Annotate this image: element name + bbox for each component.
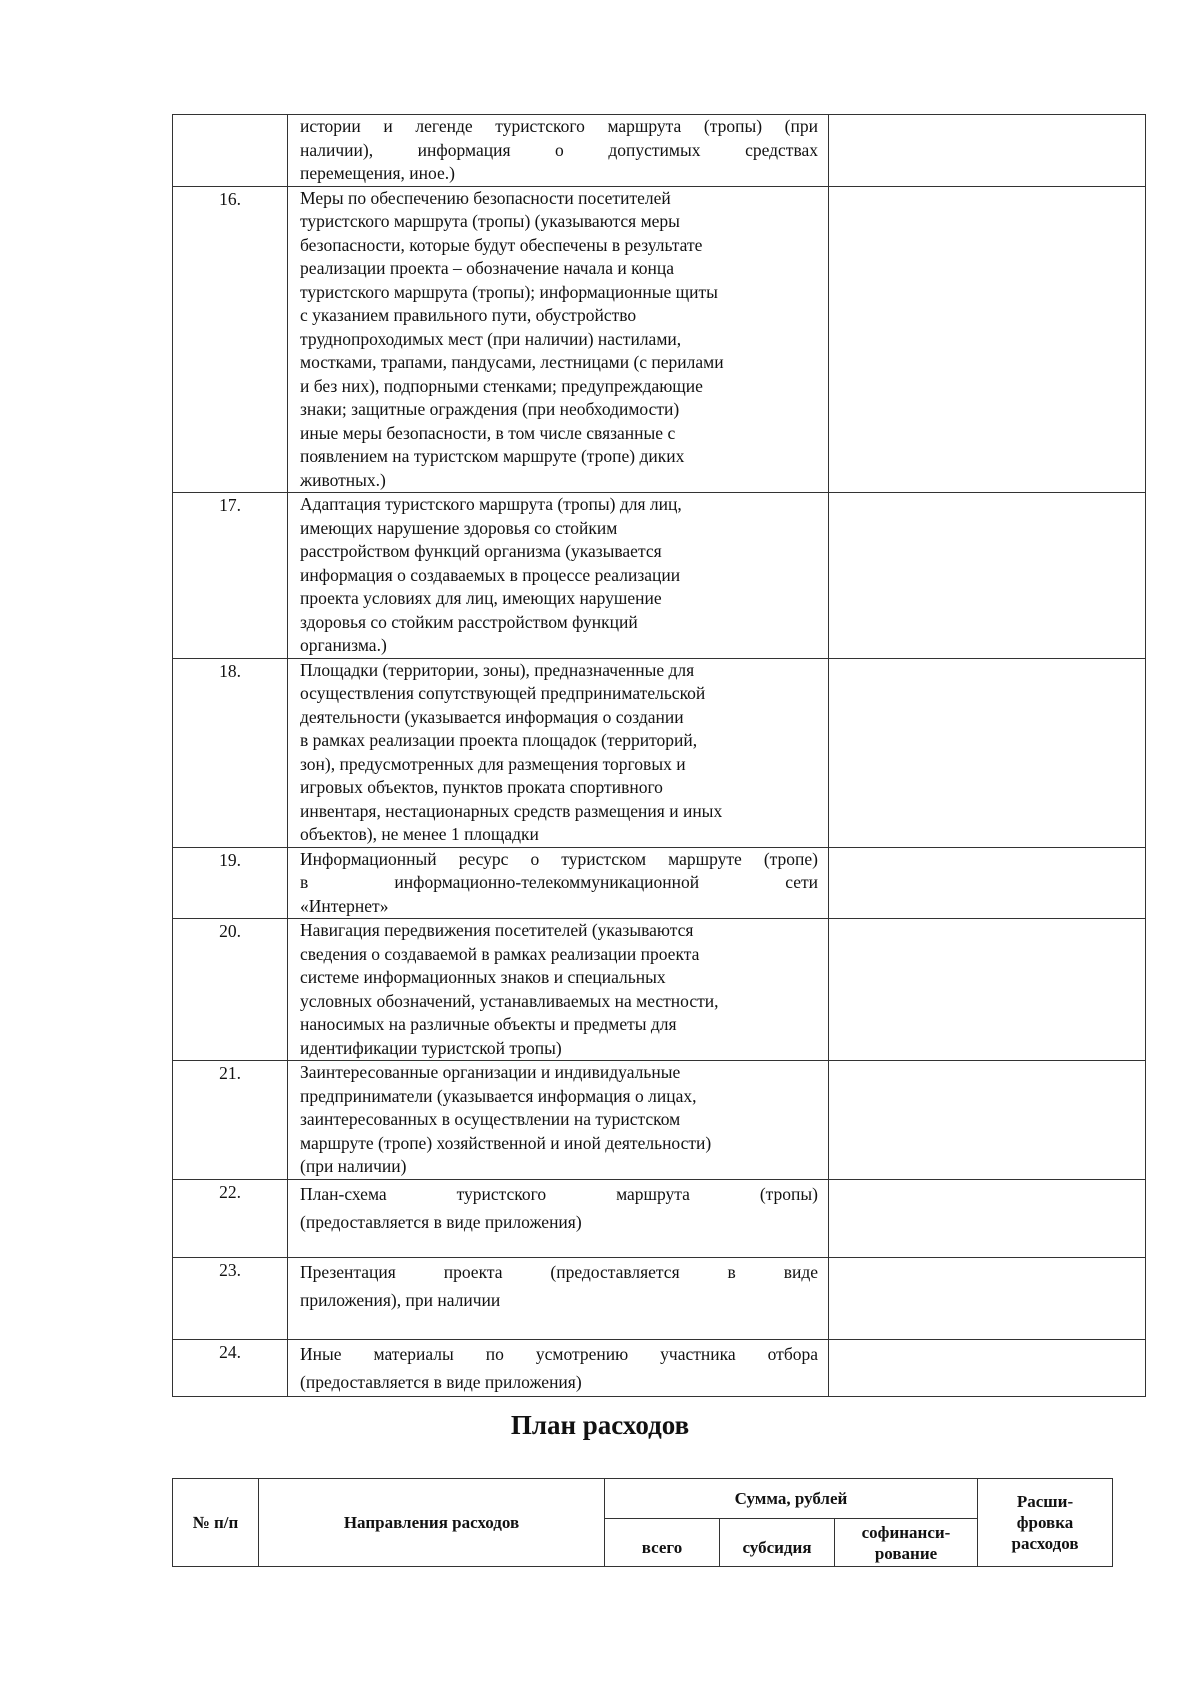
description-line: системе информационных знаков и специальных <box>300 967 666 987</box>
header-cofinance: софинанси- рование <box>835 1519 978 1567</box>
table-row <box>173 1061 1146 1180</box>
description-line: в информационно-телекоммуникационной сети <box>300 872 818 892</box>
table-row <box>173 1257 1146 1339</box>
row-description-cell <box>288 115 829 187</box>
row-value-cell <box>829 493 1146 659</box>
description-line: имеющих нарушение здоровья со стойким <box>300 517 618 538</box>
description-line: проекта условиях для лиц, имеющих нарушение <box>300 588 662 608</box>
row-description-cell <box>288 1179 829 1257</box>
row-description-cell <box>288 1257 829 1339</box>
table-row <box>173 493 1146 659</box>
row-number: 22. <box>173 1179 288 1257</box>
row-number: 24. <box>173 1339 288 1396</box>
expense-plan-title: План расходов <box>510 1410 690 1440</box>
description-line: наличии), информация о допустимых средствах <box>300 139 818 160</box>
row-description-cell <box>288 1061 829 1180</box>
row-description-cell <box>288 186 829 493</box>
description-line: мостками, трапами, пандусами, лестницами (с перилами <box>300 352 724 372</box>
description-line: игровых объектов, пунктов проката спортивного <box>300 777 663 797</box>
row-description-cell <box>288 919 829 1061</box>
description-line: сведения о создаваемой в рамках реализации проекта <box>300 943 700 964</box>
description-line: Адаптация туристского маршрута (тропы) для лиц, <box>300 494 682 514</box>
description-line: Навигация передвижения посетителей (указываются <box>300 920 694 940</box>
description-line: перемещения, иное.) <box>300 163 455 183</box>
table-row <box>173 658 1146 847</box>
header-num: № п/п <box>173 1479 259 1567</box>
description-line: (предоставляется в виде приложения) <box>300 1371 582 1392</box>
row-value-cell <box>829 1257 1146 1339</box>
row-value-cell <box>829 847 1146 919</box>
row-value-cell <box>829 919 1146 1061</box>
description-line: зон), предусмотренных для размещения торговых и <box>300 753 686 774</box>
row-description-cell <box>288 658 829 847</box>
expense-plan-table <box>172 1478 1113 1567</box>
description-line: условных обозначений, устанавливаемых на местности, <box>300 990 719 1011</box>
table-row <box>173 1179 1146 1257</box>
description-line: Площадки (территории, зоны), предназначенные для <box>300 659 695 680</box>
description-line: деятельности (указывается информация о создании <box>300 706 684 727</box>
description-line: приложения), при наличии <box>300 1289 501 1310</box>
description-line: информация о создаваемых в процессе реализации <box>300 564 681 585</box>
description-line: инвентаря, нестационарных средств размещения и иных <box>300 800 723 821</box>
project-info-table-body <box>173 115 1146 1397</box>
row-number: 23. <box>173 1257 288 1339</box>
row-value-cell <box>829 1061 1146 1180</box>
row-value-cell <box>829 186 1146 493</box>
expense-plan-header-row-1 <box>173 1479 1113 1519</box>
row-number: 18. <box>173 658 288 847</box>
description-line: истории и легенде туристского маршрута (тропы) (при <box>300 116 818 136</box>
description-line: безопасности, которые будут обеспечены в результате <box>300 234 703 255</box>
description-line: в рамках реализации проекта площадок (территорий, <box>300 730 698 750</box>
description-line: знаки; защитные ограждения (при необходимости) <box>300 399 680 419</box>
project-info-table <box>172 114 1146 1397</box>
header-direction: Направления расходов <box>259 1479 605 1567</box>
description-line: Меры по обеспечению безопасности посетителей <box>300 187 671 208</box>
description-line: организма.) <box>300 635 387 655</box>
description-line: туристского маршрута (тропы) (указываются меры <box>300 211 680 231</box>
row-number: 17. <box>173 493 288 659</box>
row-number: 21. <box>173 1061 288 1180</box>
row-value-cell <box>829 115 1146 187</box>
description-line: появлением на туристском маршруте (тропе) диких <box>300 446 685 466</box>
row-number <box>173 115 288 187</box>
description-line: заинтересованных в осуществлении на туристском <box>300 1109 681 1129</box>
description-line: труднопроходимых мест (при наличии) настилами, <box>300 328 682 349</box>
row-number: 16. <box>173 186 288 493</box>
description-line: туристского маршрута (тропы); информационные щиты <box>300 281 718 302</box>
table-row <box>173 115 1146 187</box>
description-line: Заинтересованные организации и индивидуальные <box>300 1062 681 1082</box>
description-line: осуществления сопутствующей предпринимательской <box>300 683 706 703</box>
table-row <box>173 186 1146 493</box>
table-row <box>173 847 1146 919</box>
row-description-cell <box>288 493 829 659</box>
row-description-cell <box>288 1339 829 1396</box>
header-subsidy: субсидия <box>720 1519 835 1567</box>
description-line: идентификации туристской тропы) <box>300 1037 562 1058</box>
description-line: План-схема туристского маршрута (тропы) <box>300 1183 818 1204</box>
row-value-cell <box>829 658 1146 847</box>
row-number: 19. <box>173 847 288 919</box>
description-line: (при наличии) <box>300 1156 407 1176</box>
description-line: расстройством функций организма (указывается <box>300 541 662 561</box>
row-value-cell <box>829 1339 1146 1396</box>
description-line: иные меры безопасности, в том числе связанные с <box>300 422 676 443</box>
description-line: «Интернет» <box>300 895 389 916</box>
description-line: объектов), не менее 1 площадки <box>300 824 539 844</box>
table-row <box>173 919 1146 1061</box>
description-line: и без них), подпорными стенками; предупреждающие <box>300 375 703 396</box>
description-line: здоровья со стойким расстройством функций <box>300 611 638 632</box>
description-line: Информационный ресурс о туристском маршруте (тропе) <box>300 848 818 869</box>
description-line: Презентация проекта (предоставляется в виде <box>300 1261 818 1282</box>
description-line: маршруте (тропе) хозяйственной и иной деятельности) <box>300 1132 712 1153</box>
description-line: животных.) <box>300 469 386 490</box>
header-total: всего <box>605 1519 720 1567</box>
table-row <box>173 1339 1146 1396</box>
description-line: с указанием правильного пути, обустройство <box>300 305 637 325</box>
description-line: реализации проекта – обозначение начала и конца <box>300 258 674 278</box>
description-line: (предоставляется в виде приложения) <box>300 1211 582 1232</box>
row-number: 20. <box>173 919 288 1061</box>
description-line: наносимых на различные объекты и предметы для <box>300 1014 677 1034</box>
row-value-cell <box>829 1179 1146 1257</box>
header-sum: Сумма, рублей <box>605 1479 978 1519</box>
description-line: предприниматели (указывается информация о лицах, <box>300 1085 697 1106</box>
description-line: Иные материалы по усмотрению участника отбора <box>300 1343 818 1364</box>
row-description-cell <box>288 847 829 919</box>
header-breakdown: Расши- фровка расходов <box>978 1479 1113 1567</box>
